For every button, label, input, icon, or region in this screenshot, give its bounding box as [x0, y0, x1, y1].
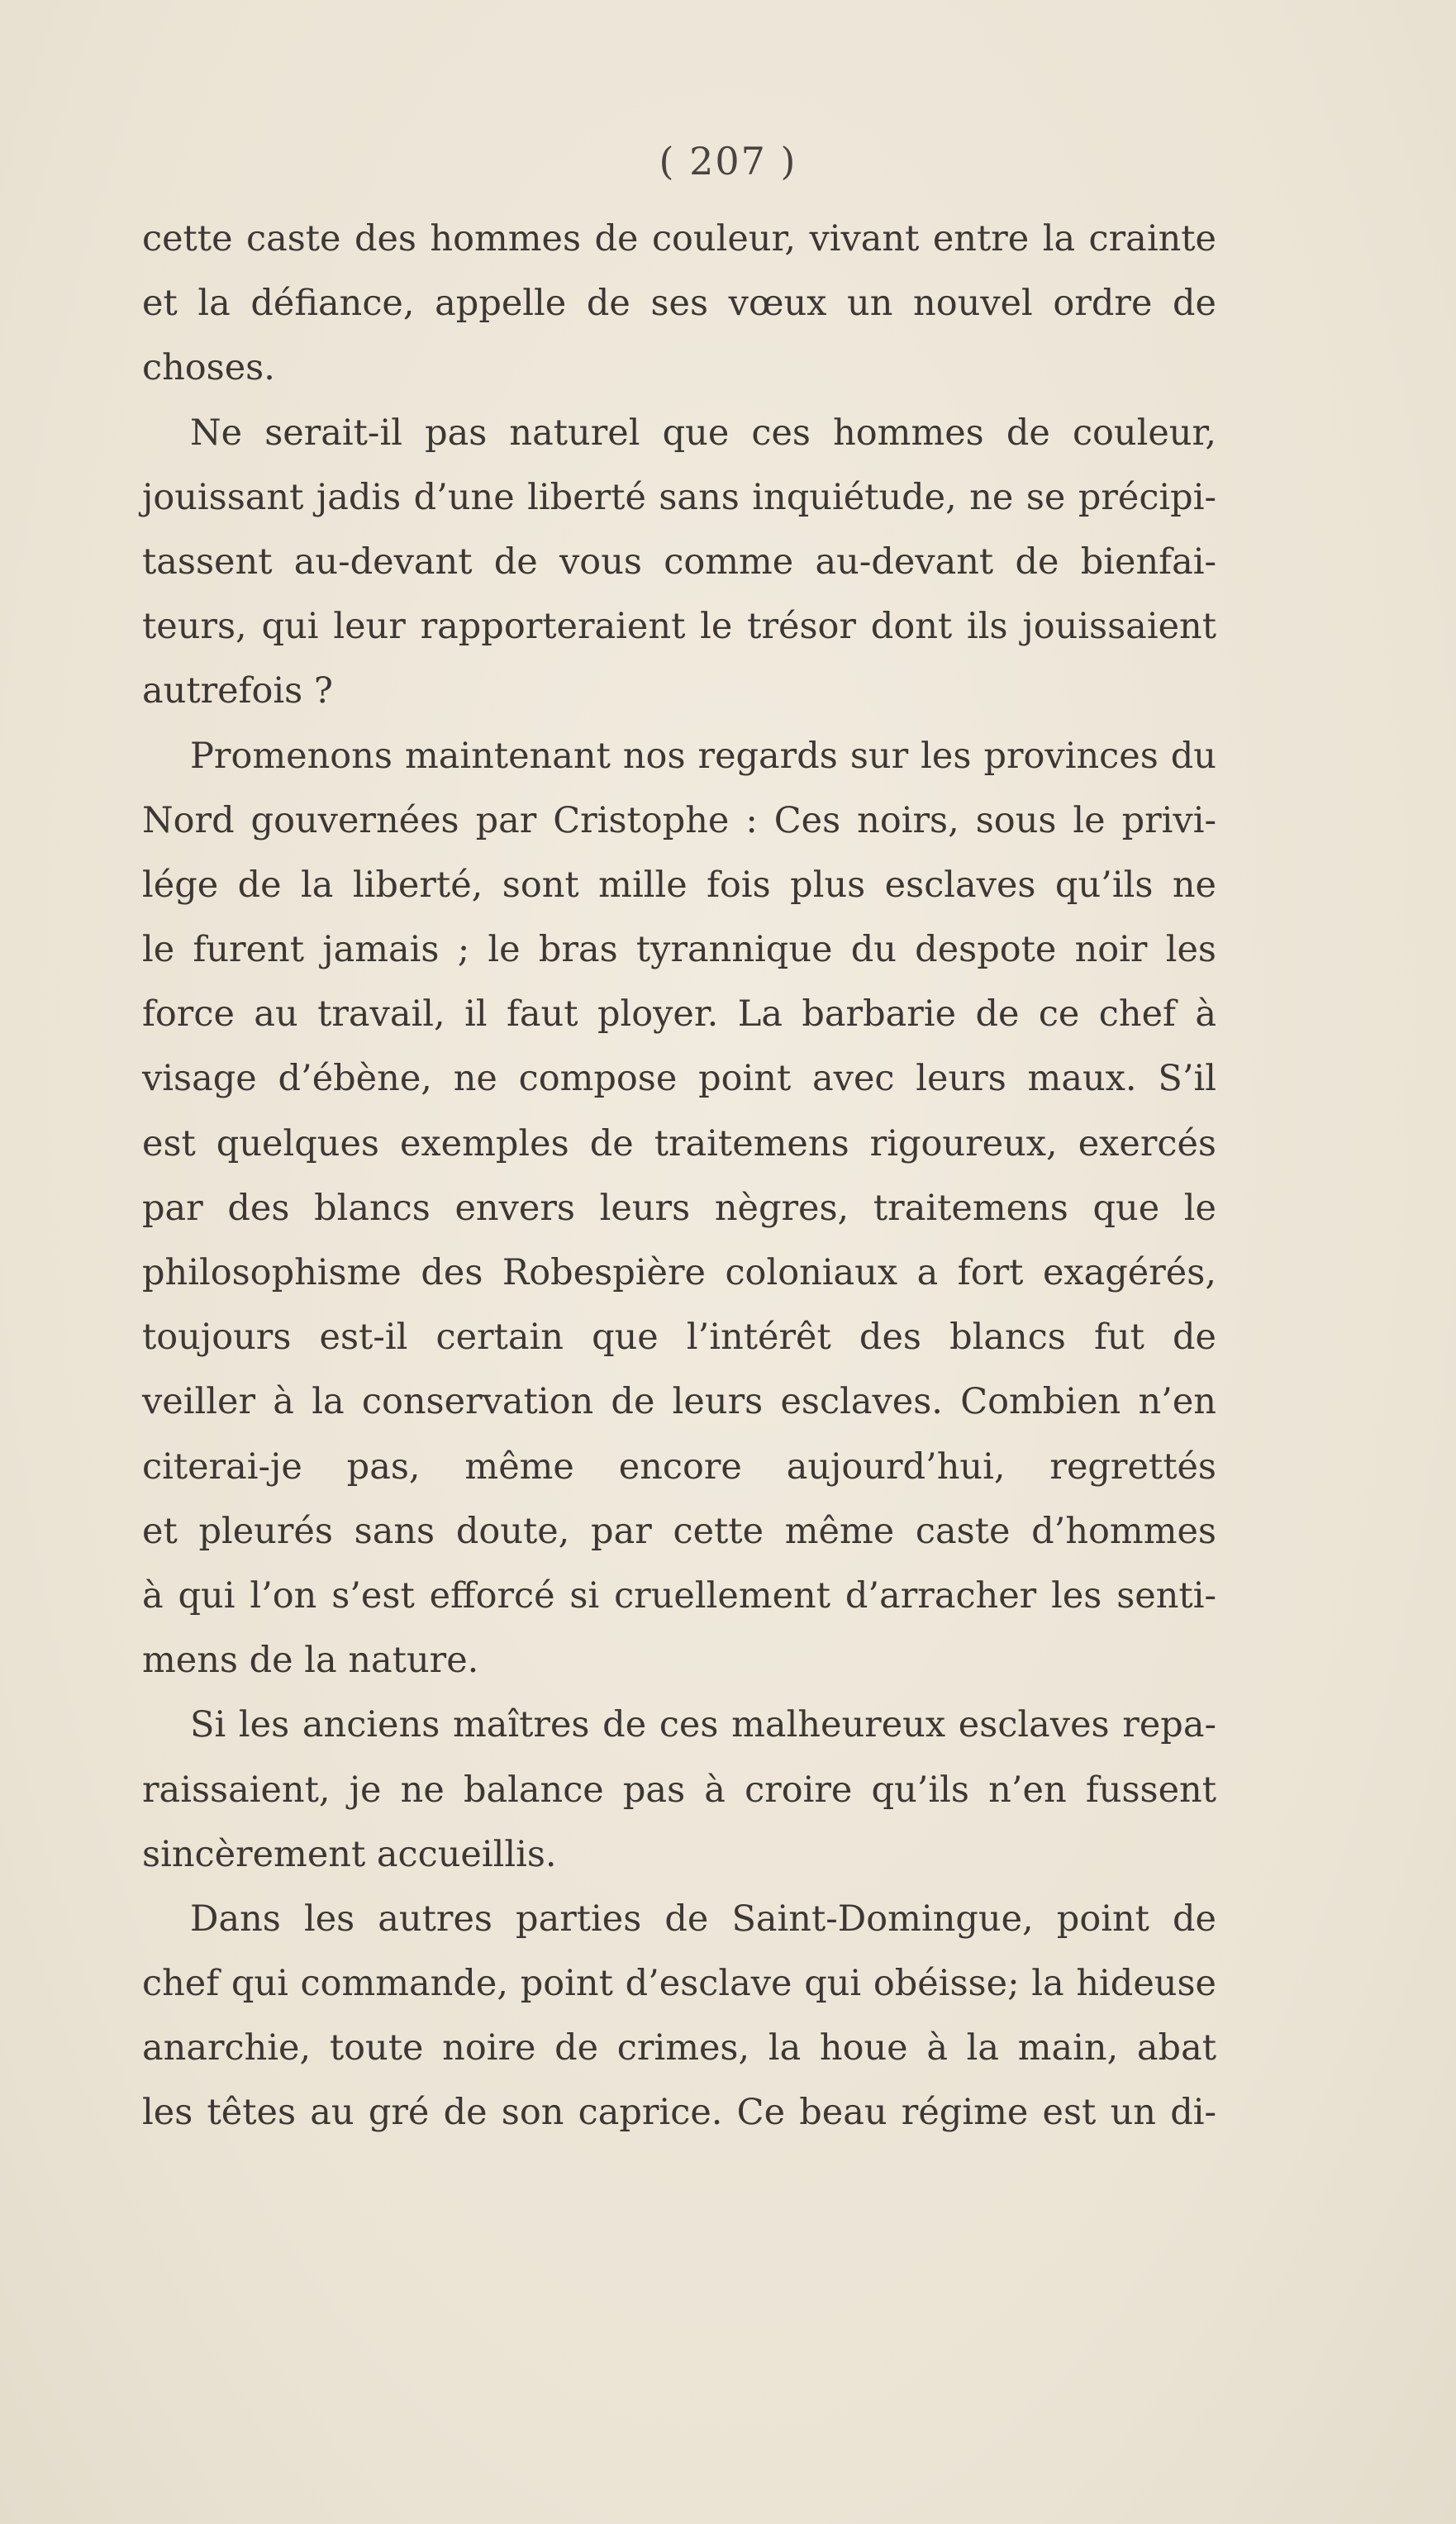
text-line: est quelques exemples de traitemens rigoureux, exercés	[142, 1122, 1216, 1164]
text-line: et pleurés sans doute, par cette même caste d’hommes	[142, 1510, 1216, 1552]
text-line: veiller à la conservation de leurs esclaves. Combien n’en	[142, 1381, 1216, 1423]
text-line: tassent au-devant de vous comme au-devant de bienfai-	[142, 541, 1216, 583]
text-line: et la défiance, appelle de ses vœux un nouvel ordre de	[142, 283, 1216, 325]
text-line: Nord gouvernées par Cristophe : Ces noirs, sous le privi-	[142, 799, 1216, 841]
text-line: teurs, qui leur rapporteraient le trésor dont ils jouissaient	[142, 606, 1216, 648]
text-line: autrefois ?	[142, 670, 333, 712]
text-line: Promenons maintenant nos regards sur les provinces du	[190, 735, 1216, 777]
text-line: cette caste des hommes de couleur, vivant entre la crainte	[142, 218, 1216, 260]
text-line: Dans les autres parties de Saint-Domingue, point de	[190, 1898, 1216, 1940]
text-line: le furent jamais ; le bras tyrannique du despote noir les	[142, 929, 1216, 971]
text-line: choses.	[142, 347, 275, 389]
text-line: les têtes au gré de son caprice. Ce beau régime est un di-	[142, 2092, 1216, 2134]
text-line: chef qui commande, point d’esclave qui obéisse; la hideuse	[142, 1963, 1216, 2005]
text-line: visage d’ébène, ne compose point avec leurs maux. S’il	[142, 1058, 1216, 1100]
text-line: anarchie, toute noire de crimes, la houe à la main, abat	[142, 2027, 1216, 2069]
text-line: philosophisme des Robespière coloniaux a fort exagérés,	[142, 1252, 1216, 1293]
page-number: ( 207 )	[659, 139, 797, 183]
text-line: toujours est-il certain que l’intérêt des blancs fut de	[142, 1317, 1216, 1359]
text-line: lége de la liberté, sont mille fois plus esclaves qu’ils ne	[142, 864, 1216, 906]
text-line: jouissant jadis d’une liberté sans inquiétude, ne se précipi-	[142, 476, 1216, 518]
text-line: citerai-je pas, même encore aujourd’hui, regrettés	[142, 1445, 1216, 1488]
text-line: mens de la nature.	[142, 1640, 479, 1682]
text-line: par des blancs envers leurs nègres, traitemens que le	[142, 1187, 1216, 1229]
text-line: force au travail, il faut ployer. La barbarie de ce chef à	[142, 993, 1216, 1036]
text-line: Ne serait-il pas naturel que ces hommes de couleur,	[190, 412, 1216, 454]
text-line: sincèrement accueillis.	[142, 1833, 557, 1875]
text-line: Si les anciens maîtres de ces malheureux esclaves repa-	[190, 1704, 1216, 1746]
text-line: à qui l’on s’est efforcé si cruellement d’arracher les senti-	[142, 1574, 1216, 1617]
text-line: raissaient, je ne balance pas à croire qu’ils n’en fussent	[142, 1769, 1216, 1811]
body-text	[142, 207, 1216, 2145]
